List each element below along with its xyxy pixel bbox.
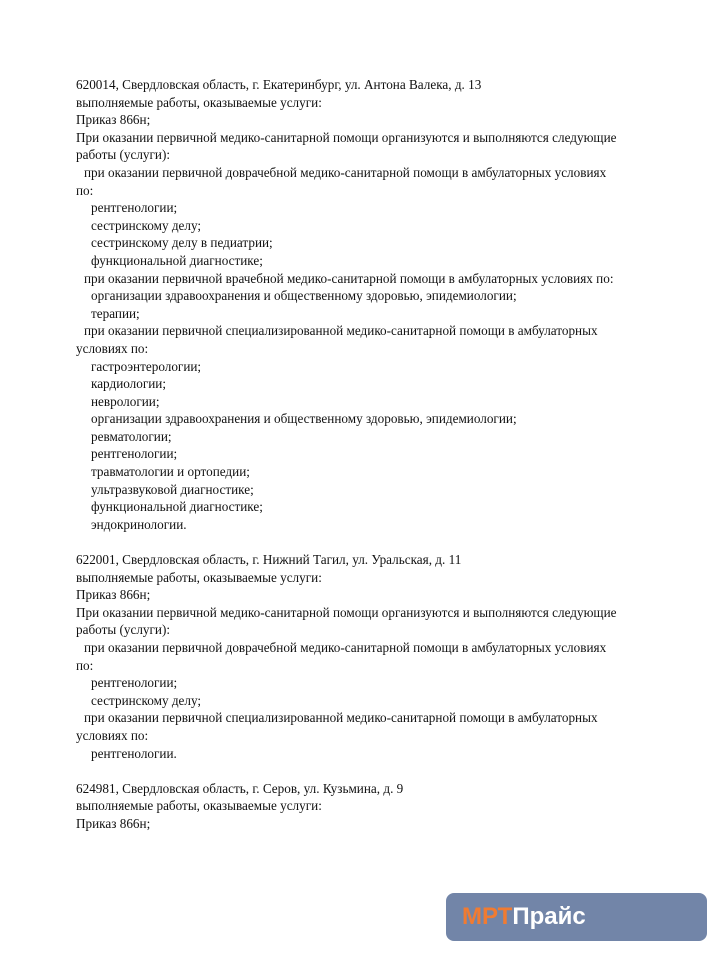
address-line: 620014, Свердловская область, г. Екатеринбург, ул. Антона Валека, д. 13: [76, 77, 482, 92]
address-block: [76, 76, 696, 533]
text-line: сестринскому делу в педиатрии;: [91, 235, 273, 251]
text-line: терапии;: [91, 305, 140, 321]
text-line: При оказании первичной медико-санитарной помощи организуются и выполняются следующие: [76, 129, 617, 145]
text-line: условиях по:: [76, 340, 149, 356]
text-line: травматологии и ортопедии;: [91, 464, 250, 480]
address-line: 624981, Свердловская область, г. Серов, ул. Кузьмина, д. 9: [76, 780, 404, 796]
text-line: по:: [76, 657, 94, 673]
text-line: при оказании первичной доврачебной медико-санитарной помощи в амбулаторных условиях: [84, 164, 607, 180]
text-line: эндокринологии.: [91, 516, 187, 532]
text-line: работы (услуги):: [76, 147, 171, 163]
mrtprice-watermark: [446, 893, 707, 941]
text-line: рентгенологии.: [91, 745, 177, 761]
address-block: [76, 551, 696, 762]
text-line: рентгенологии;: [91, 200, 178, 216]
text-line: выполняемые работы, оказываемые услуги:: [76, 94, 322, 110]
text-line: рентгенологии;: [91, 446, 178, 462]
address-block: [76, 780, 696, 833]
watermark-part2: Прайс: [512, 903, 586, 930]
text-line: Приказ 866н;: [76, 815, 151, 831]
document-body: [76, 76, 696, 833]
address-line: 622001, Свердловская область, г. Нижний Тагил, ул. Уральская, д. 11: [76, 552, 462, 568]
text-line: При оказании первичной медико-санитарной помощи организуются и выполняются следующие: [76, 604, 617, 620]
text-line: сестринскому делу;: [91, 217, 202, 233]
text-line: ультразвуковой диагностике;: [91, 481, 254, 497]
text-line: выполняемые работы, оказываемые услуги:: [76, 569, 322, 585]
text-line: функциональной диагностике;: [91, 252, 263, 268]
watermark-part1: МРТ: [462, 903, 513, 930]
text-line: организации здравоохранения и общественному здоровью, эпидемиологии;: [91, 411, 517, 427]
text-line: гастроэнтерологии;: [91, 358, 202, 374]
text-line: по:: [76, 182, 94, 198]
text-line: кардиологии;: [91, 376, 167, 392]
text-line: функциональной диагностике;: [91, 499, 263, 515]
text-line: Приказ 866н;: [76, 587, 151, 603]
text-line: выполняемые работы, оказываемые услуги:: [76, 798, 322, 814]
text-line: при оказании первичной доврачебной медико-санитарной помощи в амбулаторных условиях: [84, 640, 607, 655]
text-line: ревматологии;: [91, 428, 172, 444]
text-line: Приказ 866н;: [76, 112, 151, 128]
block-gap: [76, 533, 696, 551]
text-line: неврологии;: [91, 393, 160, 409]
text-line: организации здравоохранения и общественному здоровью, эпидемиологии;: [91, 288, 517, 304]
text-line: условиях по:: [76, 727, 149, 743]
text-line: при оказании первичной врачебной медико-санитарной помощи в амбулаторных условиях по:: [84, 270, 614, 286]
text-line: при оказании первичной специализированной медико-санитарной помощи в амбулаторных: [84, 323, 598, 339]
text-line: работы (услуги):: [76, 622, 171, 638]
text-line: при оказании первичной специализированной медико-санитарной помощи в амбулаторных: [84, 710, 598, 726]
text-line: сестринскому делу;: [91, 692, 202, 708]
text-line: рентгенологии;: [91, 675, 178, 691]
block-gap: [76, 762, 696, 780]
